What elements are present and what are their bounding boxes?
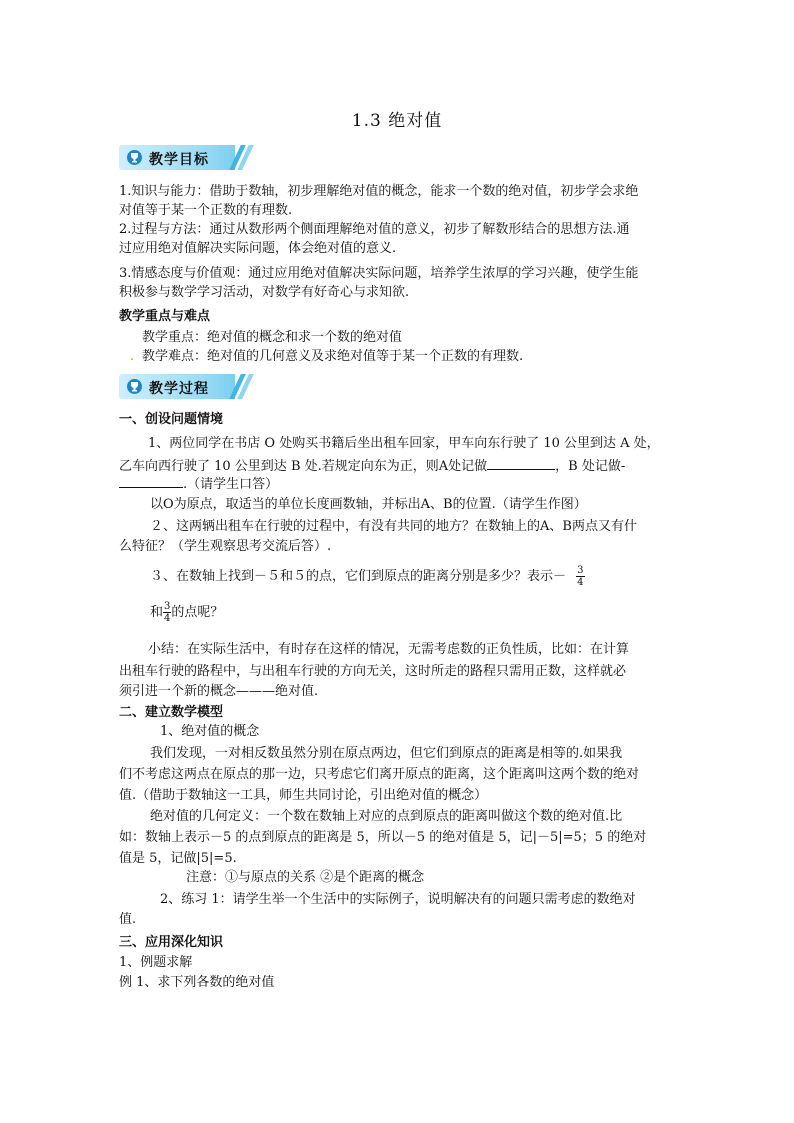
fraction: $\frac{3}{4}$ [164, 601, 171, 624]
paragraph-line: .（请学生口答） [119, 474, 278, 494]
difficulty-mark: . [130, 349, 135, 364]
paragraph-line: 么特征？（学生观察思考交流后答）. [119, 539, 332, 554]
goal-line: 1.知识与能力：借助于数轴，初步理解绝对值的概念，能求一个数的绝对值，初步学会求绝 [119, 184, 639, 199]
paragraph-line: 2、练习 1：请学生举一个生活中的实际例子，说明解决有的问题只需考虑的数绝对 [160, 892, 636, 907]
answer-blank-a [487, 456, 555, 470]
banner-label: 教学过程 [149, 381, 209, 397]
paragraph-line: 值.（借助于数轴这一工具，师生共同讨论，引出绝对值的概念） [119, 788, 488, 803]
paragraph-line: 和 $\frac{3}{4}$ 的点呢？ [150, 601, 224, 624]
paragraph-line: 1、两位同学在书店 O 处购买书籍后坐出租车回家，甲车向东行驶了 10 公里到达 A 处， [148, 436, 660, 451]
paragraph-line: 们不考虑这两点在原点的那一边，只考虑它们离开原点的距离，这个距离叫这两个数的绝对 [119, 767, 640, 782]
goal-line: 2.过程与方法：通过从数形两个侧面理解绝对值的意义，初步了解数形结合的思想方法.通 [119, 222, 630, 237]
section-heading: 二、建立数学模型 [119, 705, 224, 720]
key-heading: 教学重点与难点 [119, 309, 211, 324]
trophy-icon [127, 150, 142, 165]
fraction: $\frac{3}{4}$ [577, 565, 584, 588]
answer-blank-b [119, 474, 183, 488]
paragraph-line: 如：数轴上表示－5 的点到原点的距离是 5，所以－5 的绝对值是 5，记|－5|=5；5 的绝对 [119, 830, 647, 845]
goal-line: 3.情感态度与价值观：通过应用绝对值解决实际问题，培养学生浓厚的学习兴趣，使学生能 [119, 266, 639, 281]
key-point: 教学重点：绝对值的概念和求一个数的绝对值 [142, 330, 403, 345]
summary-line: 须引进一个新的概念———绝对值. [119, 684, 319, 699]
paragraph-line: 以O为原点，取适当的单位长度画数轴，并标出A、B的位置.（请学生作图） [150, 497, 587, 512]
goal-line: 积极参与数学学习活动，对数学有好奇心与求知欲. [119, 285, 410, 300]
paragraph-line: 绝对值的几何定义：一个数在数轴上对应的点到原点的距离叫做这个数的绝对值.比 [150, 809, 623, 824]
paragraph-line: 我们发现，一对相反数虽然分别在原点两边，但它们到原点的距离是相等的.如果我 [150, 746, 623, 761]
paragraph-line: ３、在数轴上找到－５和５的点，它们到原点的距离分别是多少？表示－ $\frac{3}{4}$ [150, 565, 584, 588]
difficulty: 教学难点：绝对值的几何意义及求绝对值等于某一个正数的有理数. [142, 349, 524, 364]
sub-heading: 1、绝对值的概念 [160, 724, 260, 739]
paragraph-line: 1、例题求解 [119, 955, 193, 970]
goal-line: 过应用绝对值解决实际问题，体会绝对值的意义. [119, 241, 397, 256]
page-title: 1.3 绝对值 [351, 111, 443, 131]
summary-line: 小结：在实际生活中，有时存在这样的情况，无需考虑数的正负性质，比如：在计算 [148, 642, 630, 657]
paragraph-line: 值是 5，记做|5|=5. [119, 851, 237, 866]
section-banner-goals [119, 145, 247, 170]
paragraph-line: 例 1、求下列各数的绝对值 [119, 975, 275, 990]
summary-line: 出租车行驶的路程中，与出租车行驶的方向无关，这时所走的路程只需用正数，这样就必 [119, 664, 627, 679]
note-line: 注意：①与原点的关系 ②是个距离的概念 [186, 870, 425, 885]
paragraph-line: 值. [119, 912, 137, 927]
paragraph-line: 乙车向西行驶了 10 公里到达 B 处.若规定向东为正，则A处记做 ，B 处记做- [119, 456, 625, 476]
section-heading: 一、创设问题情境 [119, 412, 224, 427]
trophy-icon [127, 379, 142, 394]
paragraph-line: ２、这两辆出租车在行驶的过程中，有没有共同的地方？在数轴上的A、B两点又有什 [150, 519, 637, 534]
banner-label: 教学目标 [149, 152, 209, 168]
goal-line: 对值等于某一个正数的有理数. [119, 203, 293, 218]
section-heading: 三、应用深化知识 [119, 935, 224, 950]
section-banner-process [119, 374, 247, 399]
